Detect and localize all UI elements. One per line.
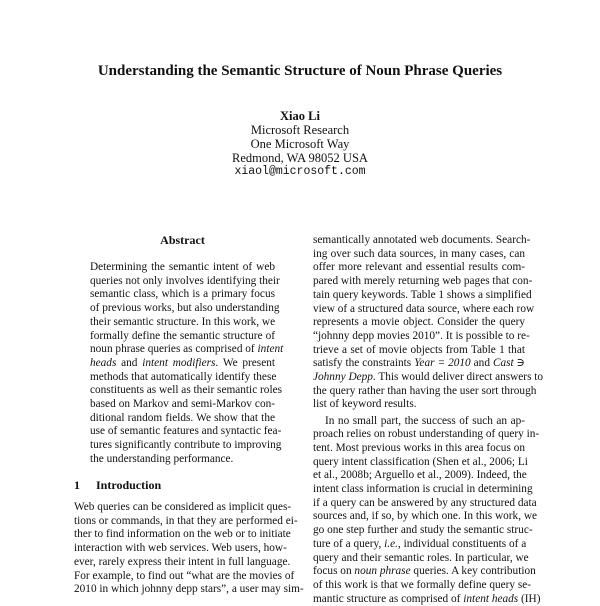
italic-text: Cast ∋ [492,357,526,370]
text-line [74,514,298,528]
text-line [313,398,525,411]
text-span: For example, to find out “what are the movies of [74,569,295,582]
text-span: methods that automatically identify these [90,370,277,383]
text-span: their semantic structure. In this work, we [90,315,276,328]
text-span: and [470,357,493,370]
text-span: tain query keywords. Table 1 shows a simplified [313,288,532,301]
text-span: represents a movie object. Consider the query [313,316,525,329]
text-line [313,344,525,357]
text-line [74,569,295,583]
text-line [313,288,532,302]
text-span: constituents as well as their semantic roles [90,384,282,397]
author-email: xiaol@microsoft.com [234,165,366,178]
text-span: ther to find information on the web or to initiate [74,528,291,541]
text-span: Web queries can be considered as implicit ques- [74,501,292,513]
text-line [90,357,275,370]
text-line [313,455,528,469]
text-line [313,384,537,398]
author-city: Redmond, WA 98052 USA [232,151,368,165]
text-span: of previous works, but also understanding [90,302,280,315]
text-line [313,469,525,482]
text-line [90,453,275,466]
text-span: 2010 in which johnny depp stars”, a user may sim- [74,583,304,596]
text-span: Determining the semantic intent of web [90,261,275,273]
text-line [313,415,525,428]
text-span: et al., 2008b; Arguello et al., 2009). Indeed, the [313,469,527,482]
text-line [313,234,531,247]
text-line [90,261,275,274]
text-span: of this work is that we formally define query se- [313,578,532,591]
text-span: sources and, if so, by which one. In this work, we [313,510,538,523]
text-line [90,316,275,329]
author-name: Xiao Li [280,109,320,123]
text-span: semantic class, which is a primary focus [90,288,275,301]
text-span: offer more relevant and essential results com- [313,261,525,274]
text-line [313,275,533,288]
text-span: In no small part, the success of such an ap- [325,414,525,427]
text-span: query and their semantic roles. In particular, we [313,551,529,564]
text-line [313,551,529,565]
italic-text: intent modifiers [142,356,216,369]
text-line [313,357,525,370]
text-line [313,248,525,261]
text-span: queries not only involves identifying their [90,274,280,287]
text-span: focus on [313,565,355,578]
text-span: tent. Most previous works in this area focus on [313,441,525,454]
text-span: if a query can be answered by any structured data [313,496,537,509]
text-span: queries. A key contribution [410,565,536,578]
author-street: One Microsoft Way [250,137,350,151]
text-line [74,555,291,569]
text-line [74,542,285,555]
text-span: tures significantly contribute to improving [90,439,282,452]
text-line [90,425,282,438]
text-span: semantically annotated web documents. Search- [313,234,531,246]
text-span: . This would deliver direct answers to [372,371,544,383]
text-span: and [116,356,143,369]
text-span: mantic structure as comprised of [313,592,464,605]
text-span: noun phrase queries as comprised of [90,343,258,356]
text-span: ever, rarely express their intent in full language. [74,555,291,568]
text-span: view of a structured data source, where each row [313,302,535,315]
text-line [313,524,533,537]
text-span: (IH) [518,592,541,605]
text-span: go one step further and study the semantic struc- [313,524,533,537]
text-span: proach relies on robust understanding of query in- [313,428,540,441]
text-line [90,288,275,301]
text-span: use of semantic features and syntactic fea- [90,425,282,438]
text-line [90,302,280,315]
text-line [313,371,544,384]
text-line [313,428,540,441]
text-span: query intent classification (Shen et al., 2006; Li [313,455,528,468]
text-span: . We present [215,356,275,369]
text-span: the query rather than having the user sort through [313,384,537,397]
text-line [90,439,282,452]
text-line [90,274,280,288]
text-span: “johnny depp movies 2010”. It is possible to re- [313,329,530,342]
text-line [313,496,537,510]
text-span: based on Markov and semi-Markov con- [90,398,275,410]
text-line [74,583,304,596]
text-span: the understanding performance. [90,452,234,465]
section-number: 1 [74,478,80,492]
text-line [313,510,538,523]
text-span: trieve a set of movie objects from Table 1 that [313,343,525,356]
italic-text: noun phrase [354,565,411,578]
text-line [313,302,535,316]
text-span: formally define the semantic structure of [90,329,275,342]
italic-text: intent heads [463,592,519,605]
author-affiliation: Microsoft Research [250,123,350,137]
text-line [313,316,525,329]
text-span: , individual constituents of a [397,537,527,550]
text-span: ditional random fields. We show that the [90,411,275,424]
text-span: intent class information is crucial in determining [313,483,533,495]
section-heading: Introduction [96,478,162,492]
text-line [313,538,525,551]
italic-text: heads [90,356,117,369]
italic-text: Johnny Depp [313,371,373,383]
abstract-heading: Abstract [160,233,205,247]
text-line [90,384,282,397]
text-line [90,371,275,384]
text-line [313,329,530,343]
paper-title: Understanding the Semantic Structure of Noun Phrase Queries [97,63,503,79]
text-line [90,412,275,425]
italic-text: i.e. [384,537,398,550]
text-line [90,398,275,411]
text-span: list of keyword results. [313,398,417,411]
text-line [74,501,292,514]
text-line [313,261,525,274]
text-span: tions or commands, in that they are performed ei- [74,514,298,527]
text-span: pared with merely returning web pages that con- [313,275,533,288]
italic-text: Year = 2010 [414,357,471,370]
text-line [74,528,291,541]
italic-text: intent [257,343,284,356]
text-line [90,330,275,343]
text-span: ing over such data sources, in many cases, can [313,247,525,260]
text-span: ture of a query, [313,537,385,550]
text-line [313,565,536,578]
text-line [313,442,525,455]
text-line [90,343,284,356]
text-line [313,578,532,592]
text-span: satisfy the constraints [313,357,415,370]
text-span: interaction with web services. Web users, how- [74,542,287,555]
text-line [313,592,541,606]
text-line [313,483,533,496]
